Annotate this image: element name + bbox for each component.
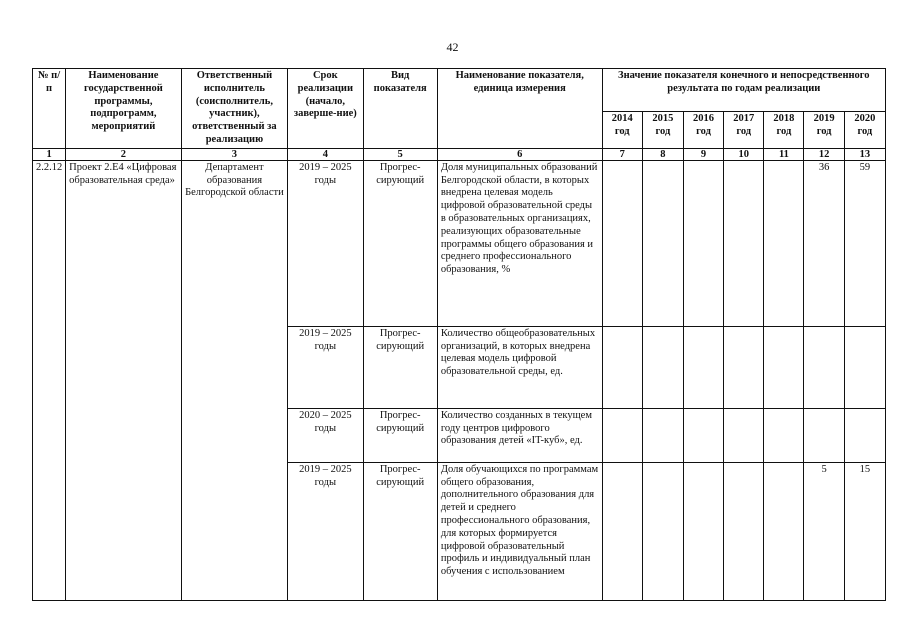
year-2020: 2020 год [844, 112, 885, 148]
value-cell: 36 [804, 160, 844, 326]
value-cell [804, 408, 844, 462]
value-cell [602, 326, 642, 408]
value-cell [724, 160, 764, 326]
value-cell: 59 [844, 160, 885, 326]
column-number: 11 [764, 148, 804, 160]
header-type: Вид показателя [363, 69, 437, 149]
column-number: 4 [288, 148, 363, 160]
column-number: 5 [363, 148, 437, 160]
year-2019: 2019 год [804, 112, 844, 148]
column-number: 12 [804, 148, 844, 160]
value-cell [764, 462, 804, 600]
row-indicator: Количество созданных в текущем году центров цифрового образования детей «IT-куб», ед. [437, 408, 602, 462]
value-cell [602, 462, 642, 600]
value-cell [642, 462, 683, 600]
project-number: 2.2.12 [33, 160, 66, 600]
column-number: 1 [33, 148, 66, 160]
header-name: Наименование государственной программы, подпрограмм, мероприятий [66, 69, 182, 149]
column-number: 10 [724, 148, 764, 160]
value-cell: 5 [804, 462, 844, 600]
value-cell [724, 408, 764, 462]
header-executor: Ответственный исполнитель (соисполнитель, участник), ответственный за реализацию [181, 69, 287, 149]
year-2014: 2014 год [602, 112, 642, 148]
value-cell [724, 462, 764, 600]
header-no: № п/п [33, 69, 66, 149]
value-cell [844, 408, 885, 462]
page-number: 42 [446, 40, 459, 54]
value-cell [683, 326, 723, 408]
row-term: 2019 – 2025 годы [288, 326, 363, 408]
value-cell [683, 408, 723, 462]
column-number: 9 [683, 148, 723, 160]
row-type: Прогрес-сирующий [363, 462, 437, 600]
column-number: 6 [437, 148, 602, 160]
row-indicator: Доля муниципальных образований Белгородской области, в которых внедрена целевая модель цифровой образовательной среды в образовательных организациях, реализующих образовательные программы общего образования и среднего профессионального образования, % [437, 160, 602, 326]
row-indicator: Количество общеобразовательных организаций, в которых внедрена целевая модель цифровой образовательной среды, ед. [437, 326, 602, 408]
row-type: Прогрес-сирующий [363, 326, 437, 408]
value-cell [724, 326, 764, 408]
value-cell [804, 326, 844, 408]
value-cell [764, 160, 804, 326]
value-cell [683, 160, 723, 326]
value-cell [764, 326, 804, 408]
value-cell [602, 160, 642, 326]
year-2015: 2015 год [642, 112, 683, 148]
project-name: Проект 2.Е4 «Цифровая образовательная среда» [66, 160, 182, 600]
value-cell [642, 326, 683, 408]
header-values: Значение показателя конечного и непосредственного результата по годам реализации [602, 69, 885, 112]
column-number: 3 [181, 148, 287, 160]
value-cell [642, 408, 683, 462]
year-2017: 2017 год [724, 112, 764, 148]
row-type: Прогрес-сирующий [363, 408, 437, 462]
year-2018: 2018 год [764, 112, 804, 148]
value-cell: 15 [844, 462, 885, 600]
value-cell [642, 160, 683, 326]
table-row [33, 160, 886, 326]
project-executor: Департамент образования Белгородской области [181, 160, 287, 600]
value-cell [764, 408, 804, 462]
program-table [32, 68, 886, 601]
row-term: 2019 – 2025 годы [288, 462, 363, 600]
header-indicator: Наименование показателя, единица измерения [437, 69, 602, 149]
row-term: 2020 – 2025 годы [288, 408, 363, 462]
header-term: Срок реализации (начало, заверше-ние) [288, 69, 363, 149]
row-type: Прогрес-сирующий [363, 160, 437, 326]
row-term: 2019 – 2025 годы [288, 160, 363, 326]
column-number-row [33, 148, 886, 160]
column-number: 7 [602, 148, 642, 160]
header-row [33, 69, 886, 112]
column-number: 13 [844, 148, 885, 160]
value-cell [844, 326, 885, 408]
row-indicator: Доля обучающихся по программам общего образования, дополнительного образования для детей и среднего профессионального образования, для которых формируется цифровой образовательный профиль и индивидуальный план обучения с использованием [437, 462, 602, 600]
column-number: 8 [642, 148, 683, 160]
value-cell [683, 462, 723, 600]
column-number: 2 [66, 148, 182, 160]
value-cell [602, 408, 642, 462]
year-2016: 2016 год [683, 112, 723, 148]
